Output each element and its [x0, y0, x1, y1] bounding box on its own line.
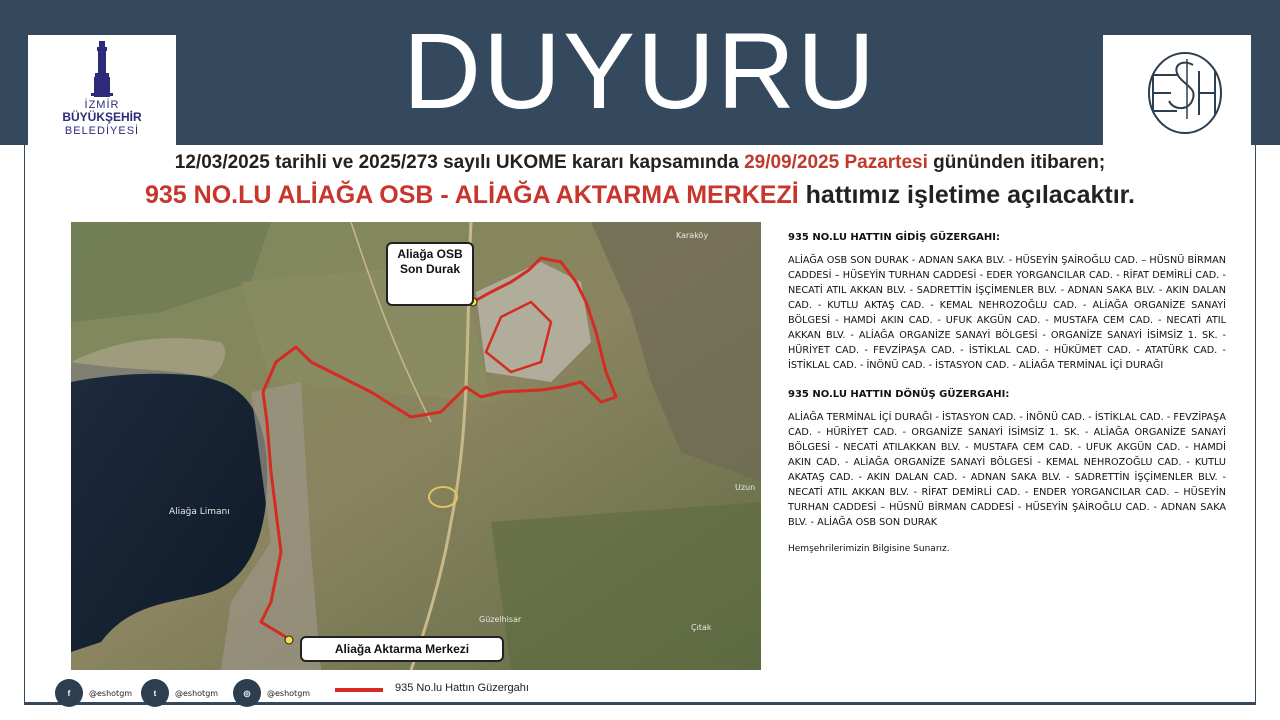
start-stop-label: Aliağa OSB Son Durak: [386, 242, 474, 306]
logo-line-3: BELEDİYESİ: [64, 125, 140, 137]
start-date: 29/09/2025 Pazartesi: [744, 152, 928, 173]
twitter-icon: t: [141, 679, 169, 707]
map-label-liman: Aliağa Limanı: [169, 507, 230, 517]
map-label-uzun: Uzun: [735, 483, 756, 492]
closing-note: Hemşehrilerimizin Bilgisine Sunarız.: [788, 544, 950, 554]
facebook-handle: @eshotgm: [89, 688, 133, 698]
instagram-link[interactable]: [233, 678, 310, 708]
instagram-icon: ◎: [233, 679, 261, 707]
eshot-logo: [1103, 35, 1251, 145]
page-title: DUYURU: [402, 10, 877, 131]
route-name: 935 NO.LU ALİAĞA OSB - ALİAĞA AKTARMA MERKEZİ: [145, 181, 799, 209]
instagram-handle: @eshotgm: [267, 688, 311, 698]
map-label-guzelhisar: Güzelhisar: [479, 615, 522, 624]
announcement-line-2: [0, 181, 1280, 210]
route-legend-label: 935 No.lu Hattın Güzergahı: [395, 682, 529, 694]
line2-rest: hattımız işletime açılacaktır.: [805, 181, 1135, 209]
map-label-karakoy: Karaköy: [676, 231, 709, 240]
outbound-title: 935 NO.LU HATTIN GİDİŞ GÜZERGAHI:: [788, 232, 1000, 243]
facebook-icon: f: [55, 679, 83, 707]
footer: [55, 678, 755, 708]
return-route-text: ALİAĞA TERMİNAL İÇİ DURAĞI - İSTASYON CAD. - İNÖNÜ CAD. - İSTİKLAL CAD. - FEVZİPAŞA CAD. - HÜRİYET CAD. - ORGANİZE SANAYİ İSİMSİZ 1. SK. - ALİAĞA ORGANİZE SANAYİ BÖLGESİ - NECATİ ATILAKKAN BLV. - MUSTAFA CEM CAD. - UFUK AKGÜN CAD. - HAMDİ AKIN CAD. - ALİAĞA ORGANİZE SANAYİ BÖLGESİ - KEMAL NEHROZOĞLU CAD. - KUTLU AKATAŞ CAD. - AKIN DALAN CAD. - ADNAN SAKA BLV. - SADRETTİN İŞÇİMENLER BLV. - NECATİ ATIL AKKAN BLV. - RİFAT DEMİRLİ CAD. - ENDER YORGANCILAR CAD. – HÜSEYİN TURHAN CADDESİ – HÜSNÜ BİRMAN CADDESİ - HÜSEYİN ŞAİROĞLU CAD. - ADNAN SAKA BLV. - ALİAĞA OSB SON DURAK: [788, 412, 1226, 528]
route-legend-swatch: [335, 688, 383, 692]
return-title: 935 NO.LU HATTIN DÖNÜŞ GÜZERGAHI:: [788, 389, 1010, 400]
twitter-handle: @eshotgm: [175, 688, 219, 698]
izmir-bb-logo: [28, 35, 176, 145]
logo-line-1: İZMİR: [84, 99, 120, 111]
outbound-route-text: ALİAĞA OSB SON DURAK - ADNAN SAKA BLV. - HÜSEYİN ŞAİROĞLU CAD. – HÜSNÜ BİRMAN CADDESİ – HÜSEYİN TURHAN CADDESİ - EDER YORGANCILAR CAD. - RİFAT DEMİRLİ CAD. - NECATİ ATIL AKKAN BLV. - SADRETTİN İŞÇİMENLER BLV. - ADNAN SAKA BLV. - AKIN DALAN CAD. - KUTLU AKTAŞ CAD. - KEMAL NEHROZOĞLU CAD. - ALİAĞA ORGANİZE SANAYİ BÖLGESİ - HAMDİ AKIN CAD. - UFUK AKGÜN CAD. - MUSTAFA CEM CAD. - NECATİ ATIL AKKAN BLV. - ALİAĞA ORGANİZE SANAYİ BÖLGESİ - ORGANİZE SANAYİ İSİMSİZ 1. SK. - HÜRİYET CAD. - FEVZİPAŞA CAD. - İSTİKLAL CAD. - HÜKÜMET CAD. - ATATÜRK CAD. - İSTİKLAL CAD. - İNÖNÜ CAD. - İSTASYON CAD. - ALİAĞA TERMİNAL İÇİ DURAĞI: [788, 255, 1226, 371]
map-label-citak: Çıtak: [691, 623, 712, 632]
line1-part1: 12/03/2025 tarihli ve 2025/273 sayılı UKOME kararı kapsamında: [174, 152, 739, 173]
announcement-line-1: [0, 152, 1280, 174]
route-info-panel: [788, 232, 1226, 573]
facebook-link[interactable]: [55, 678, 132, 708]
logo-line-2: BÜYÜKŞEHİR: [62, 110, 142, 124]
line1-part2: gününden itibaren;: [933, 152, 1106, 173]
end-stop-label: Aliağa Aktarma Merkezi: [300, 636, 504, 662]
twitter-link[interactable]: [141, 678, 218, 708]
